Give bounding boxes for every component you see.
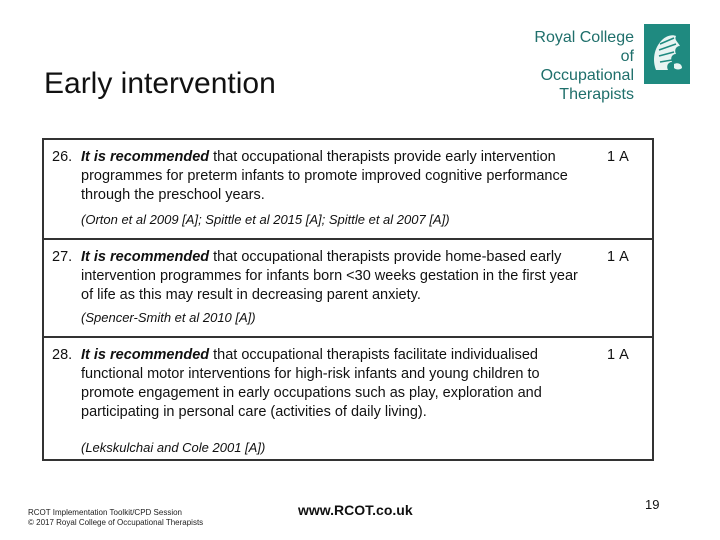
logo-line-2: Occupational [540, 67, 634, 84]
recommendation-grade: 1A [607, 149, 633, 165]
recommendation-grade: 1A [607, 347, 633, 363]
logo-line-3: Therapists [559, 86, 634, 103]
recommendation-reference: (Spencer-Smith et al 2010 [A]) [81, 310, 256, 325]
recommendation-grade: 1A [607, 249, 633, 265]
footer-url-link[interactable]: www.RCOT.co.uk [298, 502, 413, 518]
recommendation-body: that occupational therapists provide early intervention programmes for preterm infants to promote improved cognitive performance through the preschool years. [81, 149, 568, 203]
recommendation-row [44, 140, 652, 238]
footer-line-2: © 2017 Royal College of Occupational Therapists [28, 518, 204, 527]
recommendation-lead: It is recommended [81, 149, 210, 165]
logo-text [520, 28, 634, 104]
recommendation-text [81, 248, 581, 305]
recommendation-row [44, 238, 652, 336]
recommendation-text [81, 148, 581, 205]
recommendation-number: 28. [52, 347, 73, 363]
footer-line-1: RCOT Implementation Toolkit/CPD Session [28, 508, 182, 517]
recommendation-lead: It is recommended [81, 249, 210, 265]
rcot-logo [520, 24, 690, 103]
recommendation-number: 26. [52, 149, 73, 165]
rcot-crest-icon [644, 24, 690, 84]
recommendation-lead: It is recommended [81, 347, 210, 363]
recommendations-table [42, 138, 654, 461]
logo-line-1: Royal College of [534, 29, 634, 65]
recommendation-text [81, 346, 581, 422]
recommendation-body: that occupational therapists facilitate individualised functional motor interventions for high-risk infants and young children to promote engagement in early occupations such as play, exploration and participating in personal care (activities of daily living). [81, 347, 542, 420]
recommendation-row [44, 336, 652, 461]
recommendation-reference: (Lekskulchai and Cole 2001 [A]) [81, 440, 266, 455]
recommendation-number: 27. [52, 249, 73, 265]
footer-credit [28, 508, 203, 528]
recommendation-reference: (Orton et al 2009 [A]; Spittle et al 2015 [A]; Spittle et al 2007 [A]) [81, 212, 450, 227]
slide-title: Early intervention [44, 67, 276, 100]
recommendation-body: that occupational therapists provide home-based early intervention programmes for infants born <30 weeks gestation in the first year of life as this may result in decreasing parent anxiety. [81, 249, 578, 303]
page-number: 19 [645, 497, 660, 512]
